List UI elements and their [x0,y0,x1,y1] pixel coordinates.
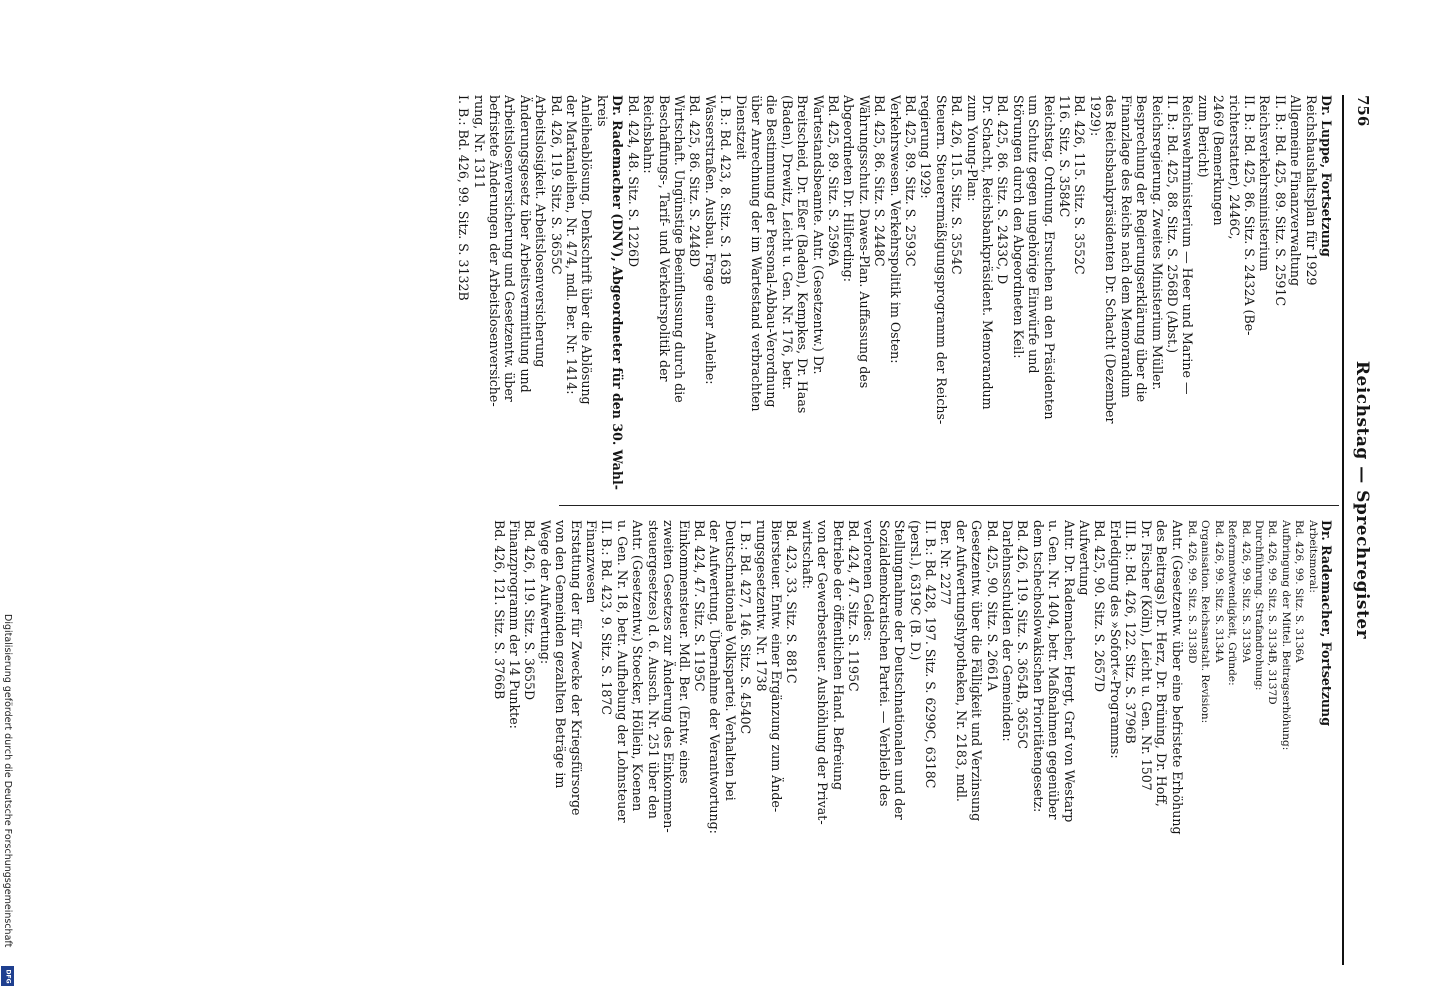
index-entry-line: Bd. 425, 86. Sitz. S. 2433C, D [995,95,1011,285]
index-entry-line: u. Gen. Nr. 18, betr. Aufhebung der Lohnsteuer [614,520,630,823]
index-entry-line: Finanzlage des Reichs nach dem Memorandum [1118,95,1134,398]
index-entry-line: regierung 1929: [918,95,934,199]
index-entry-line: über Anrechnung der im Wartestand verbrachten [748,95,764,412]
index-entry-line: Bd. 426, 119. Sitz. S. 3655C [548,95,564,275]
index-entry-line: steuergesetzes) d. 6. Aussch. Nr. 251 über den [645,520,661,819]
dfg-logo-text: DFG [4,968,12,984]
index-entry-line: Bd. 426, 119. Sitz. S. 3655D [522,520,538,701]
index-entry-line: II. B.: Bd. 428, 197. Sitz. S. 6299C, 6318C [923,520,939,789]
index-entry-line: des Beitrags) Dr. Herz, Dr. Brüning, Dr. Hoff, [1154,520,1170,807]
index-entry-line: Gesetzentw. über die Fälligkeit und Verzinsung [969,520,985,822]
index-entry-line: Bd. 426, 121. Sitz. S. 3766B [491,520,507,700]
index-entry-line: Beschaffungs-, Tarif- und Verkehrspolitik der [656,95,672,382]
index-entry-line: des Reichsbankpräsidenten Dr. Schacht (Dezember [1103,95,1119,424]
index-entry-line: Bd. 425, 86. Sitz. S. 2448C [872,95,888,267]
right-column [491,520,1334,940]
index-entry-line: Reichshaushaltsplan für 1929 [1303,95,1319,286]
index-entry-line: zum Bericht) [1195,95,1211,178]
index-entry-line: Anleiheablösung. Denkschrift über die Ablösung [579,95,595,405]
index-entry-line: Bd. 426, 115. Sitz. S. 3552C [1072,95,1088,275]
index-entry-line: Breitscheid, Dr. Eßer (Baden), Kempkes, Dr. Haas [795,95,811,414]
index-entry-line: (Baden), Drewitz, Leicht u. Gen. Nr. 176, betr. [779,95,795,391]
index-entry-line: Besprechung der Regierungserklärung über die [1134,95,1150,403]
index-entry-line: Arbeitslosigkeit. Arbeitslosenversicherung [533,95,549,368]
index-entry-line: Bd. 424, 47. Sitz. S. 1195C [846,520,861,692]
index-entry-line: Reichstag. Ordnung. Ersuchen an den Präsidenten [1041,95,1057,420]
index-entry-line: zweiten Gesetzes zur Änderung des Einkommen- [661,520,677,833]
index-entry-line: Störungen durch den Abgeordneten Keil: [1010,95,1026,359]
index-entry-line: Antr. (Gesetzentw. über eine befristete Erhöhung [1169,520,1185,835]
index-entry-line: Bd. 425, 90. Sitz. S. 2657D [1092,520,1108,693]
index-entry-line: Sozialdemokratischen Partei. — Verbleib des [876,520,892,807]
index-entry-line: Aufwertung [1077,520,1093,596]
index-entry-line: Reformnotwendigkeit, Gründe: [1226,520,1239,686]
index-entry-line: Reichsbahn: [641,95,657,174]
footer-credit [0,12,14,990]
header-rule [1342,95,1344,965]
index-entry-line: Wirtschaft. Ungünstige Beeinflussung durch die [671,95,687,403]
page-title: Reichstag — Sprechregister [1352,360,1372,640]
index-entry-line: der Aufwertungshypotheken, Nr. 2183, mdl. [953,520,969,802]
index-entry-line: Wartestandsbeamte. Antr. (Gesetzentw.) Dr. [810,95,826,375]
index-entry-line: der Aufwertung. Übernahme der Verantwortung: [707,520,723,834]
index-entry-line: Biersteuer. Entw. einer Ergänzung zum Ände- [768,520,784,813]
index-entry-line: I. B.: Bd. 423, 8. Sitz. S. 163B [718,95,734,285]
index-entry-line: II. B.: Bd. 425, 88. Sitz. S. 2568D (Abst.) [1164,95,1180,354]
index-entry-line: Bd. 425, 90. Sitz. S. 2661A [984,520,1000,692]
left-column [456,95,1334,495]
index-entry-line: Bd. 425, 86. Sitz. S. 2448D [687,95,703,268]
index-entry-line: Währungsschutz. Dawes-Plan. Auffassung des [856,95,872,389]
index-entry-line: wirtschaft: [799,520,815,589]
page-number: 756 [1354,95,1372,127]
index-entry-line: Antr. (Gesetzentw.) Stoecker, Höllein, Koenen [630,520,646,812]
index-entry-line: befristete Änderungen der Arbeitslosenversiche- [487,95,503,407]
index-entry-line: Durchführung. Strafandrohung: [1252,520,1265,691]
index-entry-line: I. B.: Bd. 426, 99. Sitz. S. 3132B [456,95,472,301]
index-entry-line: Einkommensteuer. Mdl. Ber. (Entw. eines [676,520,692,784]
index-entry-line: Finanzwesen [584,520,600,604]
index-entry-line: um Schutz gegen ungehörige Einwürfe und [1026,95,1042,374]
index-entry-line: Betriebe der öffentlichen Hand. Befreiung [830,520,846,791]
index-entry-line: Antr. Dr. Rademacher, Hergt, Graf von Westarp [1061,520,1077,823]
index-entry-line: Darlehnsschulden der Gemeinden: [1000,520,1016,742]
index-entry-line: dem tschechoslowakischen Prioritätengesetz: [1030,520,1046,813]
index-entry-line: Reichsregierung. Zweites Ministerium Müller. [1149,95,1165,391]
index-entry-line: Aufbringung der Mittel. Beitragserhöhung: [1279,520,1292,751]
index-entry-line: Arbeitsmoral: [1306,520,1319,593]
index-entry-line: Dr. Fischer (Köln), Leicht u. Gen. Nr. 1507 [1138,520,1154,791]
footer-credit-text: Digitalisierung gefördert durch die Deutsche Forschungsgemeinschaft [2,614,13,948]
column-divider [559,505,1339,506]
index-entry-line: 1929): [1087,95,1103,137]
index-entry-line: Bd. 423, 33. Sitz. S. 881C [784,520,800,684]
index-entry-line: u. Gen. Nr. 1404, betr. Maßnahmen gegenüber [1046,520,1062,820]
index-entry-line: Abgeordneten Dr. Hilferding: [841,95,857,282]
index-entry-line: rung, Nr. 1311 [471,95,487,190]
index-entry-line: Bd. 426, 99. Sitz. S. 3134B, 3137D [1266,520,1279,705]
index-entry-line: II. B.: Bd. 425, 89. Sitz. S. 2591C [1272,95,1288,307]
index-entry-line: der Markanleihen, Nr. 474, mdl. Ber. Nr. 1414: [564,95,580,395]
index-entry-line: II. B.: Bd. 425, 86. Sitz. S. 2432A (Be- [1241,95,1257,336]
index-entry-line: kreis [594,95,610,127]
index-entry-line: Bd. 426, 115. Sitz. S. 3554C [949,95,965,275]
index-entry-line: Ber. Nr. 2277 [938,520,954,606]
index-entry-line: Dienstzeit [733,95,749,160]
index-entry-line: Steuern. Steuerermäßigungsprogramm der Reichs- [933,95,949,425]
index-entry-line: die Bestimmung der Personal-Abbau-Verordnung [764,95,780,408]
index-entry-line: Bd. 425, 89. Sitz. S. 2593C [903,95,919,267]
index-entry-line: Bd. 424, 48. Sitz. S. 1226D [625,95,641,268]
index-entry-line: Bd. 426, 99. Sitz. S. 3139A [1239,520,1252,663]
index-entry-line: III. B.: Bd. 426, 122. Sitz. S. 3796B [1123,520,1139,744]
index-entry-line: Allgemeine Finanzverwaltung [1288,95,1304,287]
index-entry-line: Bd. 426, 119. Sitz. S. 3654B, 3655C [1015,520,1031,749]
index-entry-line: 2469 (Bemerkungen [1211,95,1227,226]
dfg-logo [1,966,14,986]
index-entry-line: Dr. Rademacher (DNV), Abgeordneter für den 30. Wahl- [610,95,626,491]
index-entry-line: Erledigung des »Sofort«-Programms: [1107,520,1123,759]
index-entry-line: Organisation. Reichsanstalt. Revision: [1199,520,1212,724]
index-entry-line: Reichsverkehrsministerium [1257,95,1273,272]
index-entry-line: Arbeitslosenversicherung und Gesetzentw. über [502,95,518,402]
index-entry-line: Bd. 426, 99. Sitz. S. 3136A [1293,520,1306,663]
index-entry-line: Finanzprogramm der 14 Punkte: [507,520,523,729]
index-entry-line: richterstatter), 2446C, [1226,95,1242,240]
index-entry-line: 116. Sitz. S. 3584C [1057,95,1073,218]
index-entry-line: Deutschnationale Volkspartei. Verhalten bei [722,520,738,801]
index-entry-line: Bd. 426, 99. Sitz. S. 3134A [1212,520,1225,663]
index-entry-line: Wasserstraßen. Ausbau. Frage einer Anleihe: [702,95,718,385]
index-entry-line: rungsgesetzentw. Nr. 1738 [753,520,769,692]
index-entry-line: Verkehrswesen. Verkehrspolitik im Osten: [887,95,903,364]
index-entry-line: Bd. 426, 99. Sitz. S. 3138D [1185,520,1198,664]
index-entry-line: Änderungsgesetz über Arbeitsvermittlung und [517,95,533,393]
index-entry-line: I. B.: Bd. 427, 146. Sitz. S. 4540C [738,520,754,735]
index-entry-line: Wege der Aufwertung: [537,520,553,665]
index-entry-line: zum Young-Plan: [964,95,980,202]
index-entry-line: von der Gewerbesteuer. Aushöhlung der Privat- [815,520,831,825]
index-entry-line: (persl.), 6319C (B. D.) [907,520,923,661]
index-entry-line: II. B.: Bd. 423, 9. Sitz. S. 187C [599,520,615,716]
index-entry-line: von den Gemeinden gezahlten Beträge im [553,520,569,789]
index-entry-line: Dr. Rademacher, Fortsetzung [1319,520,1334,727]
index-entry-line: Dr. Luppe, Fortsetzung [1319,95,1334,257]
index-entry-line: Stellungnahme der Deutschnationalen und der [892,520,908,820]
index-entry-line: Erstattung der für Zwecke der Kriegsfürsorge [568,520,584,816]
index-entry-line: Bd. 424, 47. Sitz. S. 1195C [691,520,707,692]
index-entry-line: Dr. Schacht, Reichsbankpräsident. Memorandum [980,95,996,410]
index-entry-line: Bd. 425, 89. Sitz. S. 2596A [826,95,841,267]
index-entry-line: verlorenen Geldes: [861,520,877,642]
index-entry-line: Reichswehrministerium — Heer und Marine — [1180,95,1196,395]
